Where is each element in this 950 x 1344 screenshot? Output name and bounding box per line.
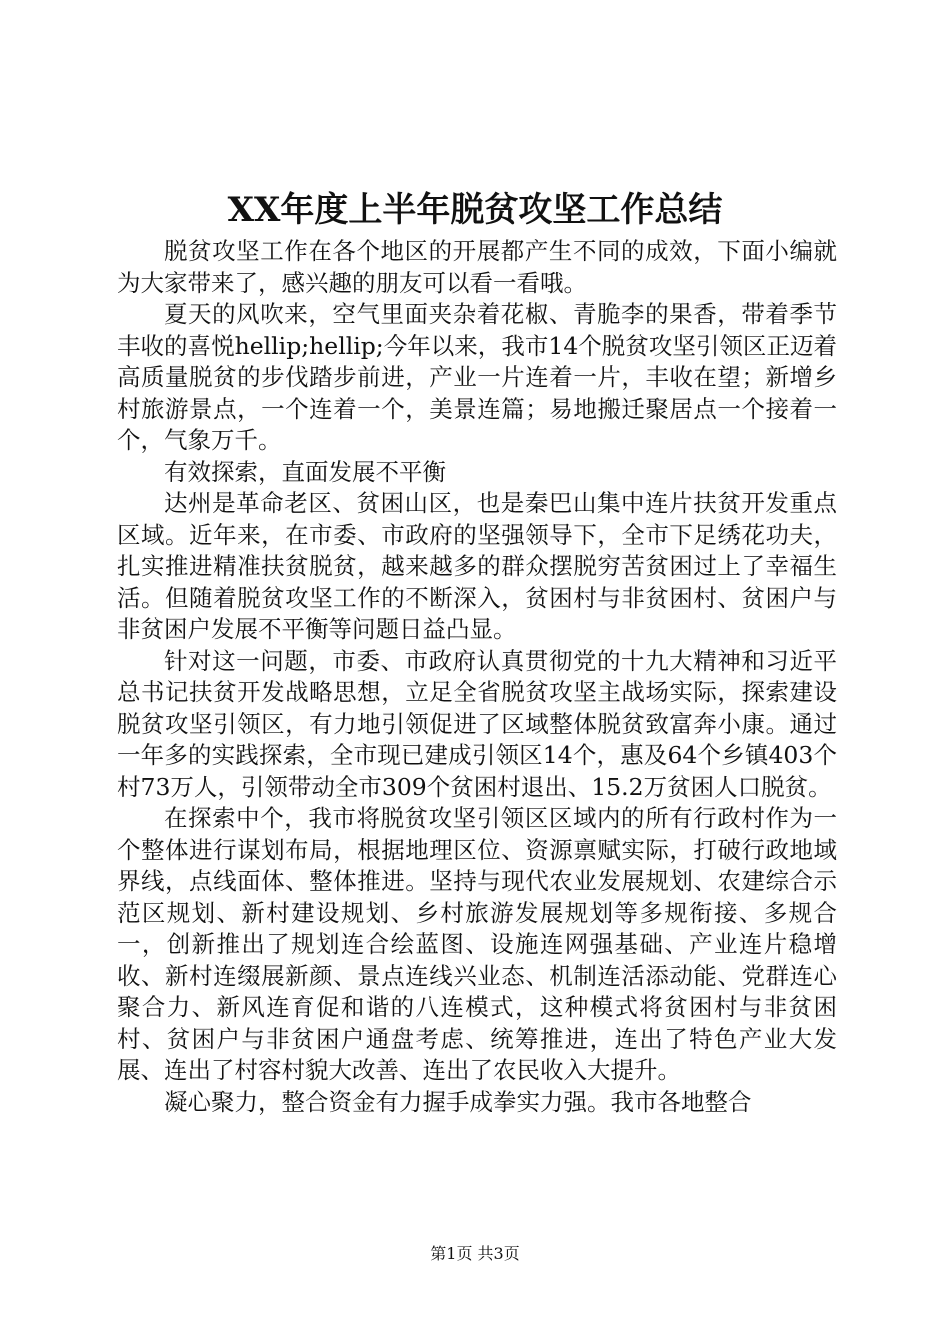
paragraph-intro: 脱贫攻坚工作在各个地区的开展都产生不同的成效，下面小编就为大家带来了，感兴趣的朋友可以看一看哦。 bbox=[117, 237, 837, 297]
paragraph-funding: 凝心聚力，整合资金有力握手成拳实力强。我市各地整合 bbox=[164, 1087, 752, 1116]
paragraph-dazhou: 达州是革命老区、贫困山区，也是秦巴山集中连片扶贫开发重点区域。近年来，在市委、市政府的坚强领导下，全市下足绣花功夫，扎实推进精准扶贫脱贫，越来越多的群众摆脱穷苦贫困过上了幸福生活。但随着脱贫攻坚工作的不断深入，贫困村与非贫困村、贫困户与非贫困户发展不平衡等问题日益凸显。 bbox=[117, 489, 837, 643]
paragraph-planning: 在探索中个，我市将脱贫攻坚引领区区域内的所有行政村作为一个整体进行谋划布局，根据地理区位、资源禀赋实际，打破行政地域界线，点线面体、整体推进。坚持与现代农业发展规划、农建综合示范区规划、新村建设规划、乡村旅游发展规划等多规衔接、多规合一，创新推出了规划连合绘蓝图、设施连网强基础、产业连片稳增收、新村连缀展新颜、景点连线兴业态、机制连活添动能、党群连心聚合力、新风连育促和谐的八连模式，这种模式将贫困村与非贫困村、贫困户与非贫困户通盘考虑、统筹推进，连出了特色产业大发展、连出了村容村貌大改善、连出了农民收入大提升。 bbox=[117, 804, 837, 1084]
document-title: XX年度上半年脱贫攻坚工作总结 bbox=[227, 190, 723, 230]
page-footer: 第1页 共3页 bbox=[430, 1244, 520, 1263]
paragraph-response: 针对这一问题，市委、市政府认真贯彻党的十九大精神和习近平总书记扶贫开发战略思想，立足全省脱贫攻坚主战场实际，探索建设脱贫攻坚引领区，有力地引领促进了区域整体脱贫致富奔小康。通过一年多的实践探索，全市现已建成引领区14个，惠及64个乡镇403个村73万人，引领带动全市309个贫困村退出、15.2万贫困人口脱贫。 bbox=[117, 646, 837, 801]
paragraph-summer: 夏天的风吹来，空气里面夹杂着花椒、青脆李的果香，带着季节丰收的喜悦hellip;hellip;今年以来，我市14个脱贫攻坚引领区正迈着高质量脱贫的步伐踏步前进，产业一片连着一片，丰收在望；新增乡村旅游景点，一个连着一个，美景连篇；易地搬迁聚居点一个接着一个，气象万千。 bbox=[117, 300, 837, 454]
document-body bbox=[117, 236, 837, 1118]
section-heading-exploration: 有效探索，直面发展不平衡 bbox=[164, 457, 446, 486]
